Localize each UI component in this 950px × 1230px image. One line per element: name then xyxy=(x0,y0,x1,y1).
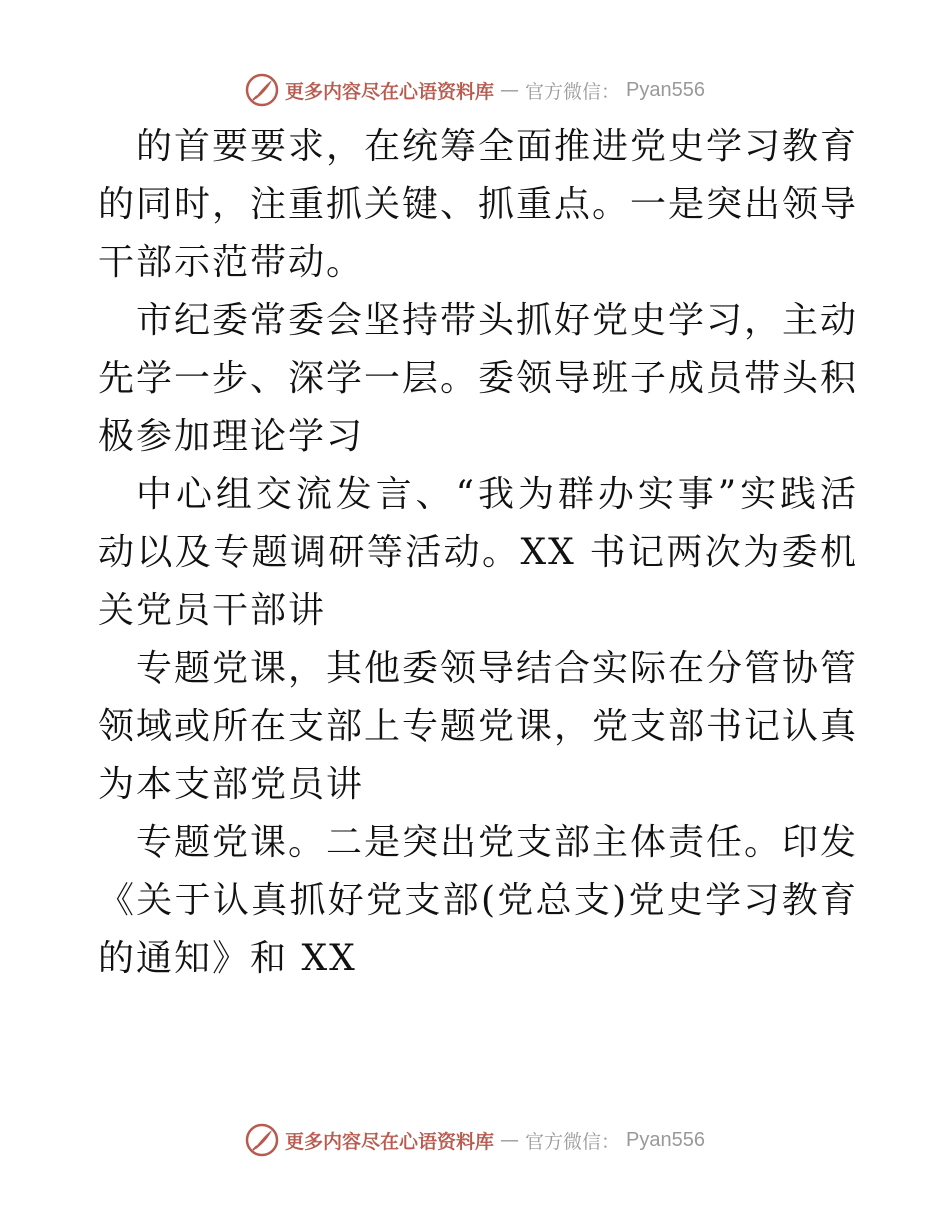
watermark-wechat-id: Pyan556 xyxy=(626,78,705,101)
paragraph-2: 市纪委常委会坚持带头抓好党史学习，主动先学一步、深学一层。委领导班子成员带头积极参加理论学习 xyxy=(98,300,859,457)
watermark-official-label: 官方微信： xyxy=(525,1130,621,1153)
watermark-brand-text: 更多内容尽在心语资料库 xyxy=(285,1130,495,1153)
quill-logo-icon xyxy=(245,1123,279,1157)
paragraph-3: 中心组交流发言、“我为群办实事”实践活动以及专题调研等活动。XX 书记两次为委机关党员干部讲 xyxy=(98,474,858,631)
header-watermark xyxy=(0,70,950,110)
watermark-brand-text: 更多内容尽在心语资料库 xyxy=(285,80,495,103)
paragraph-4: 专题党课，其他委领导结合实际在分管协管领域或所在支部上专题党课，党支部书记认真为本支部党员讲 xyxy=(98,648,859,805)
paragraph-1: 的首要要求，在统筹全面推进党史学习教育的同时，注重抓关键、抓重点。一是突出领导干部示范带动。 xyxy=(98,126,859,283)
watermark-dash: — xyxy=(500,79,520,101)
quill-logo-icon xyxy=(245,73,279,107)
watermark-wechat-id: Pyan556 xyxy=(626,1128,705,1151)
watermark-official-label: 官方微信： xyxy=(525,80,621,103)
footer-watermark xyxy=(0,1120,950,1160)
document-body xyxy=(98,118,858,988)
paragraph-5: 专题党课。二是突出党支部主体责任。印发《关于认真抓好党支部(党总支)党史学习教育的通知》和 XX xyxy=(98,822,859,979)
watermark-dash: — xyxy=(500,1129,520,1151)
